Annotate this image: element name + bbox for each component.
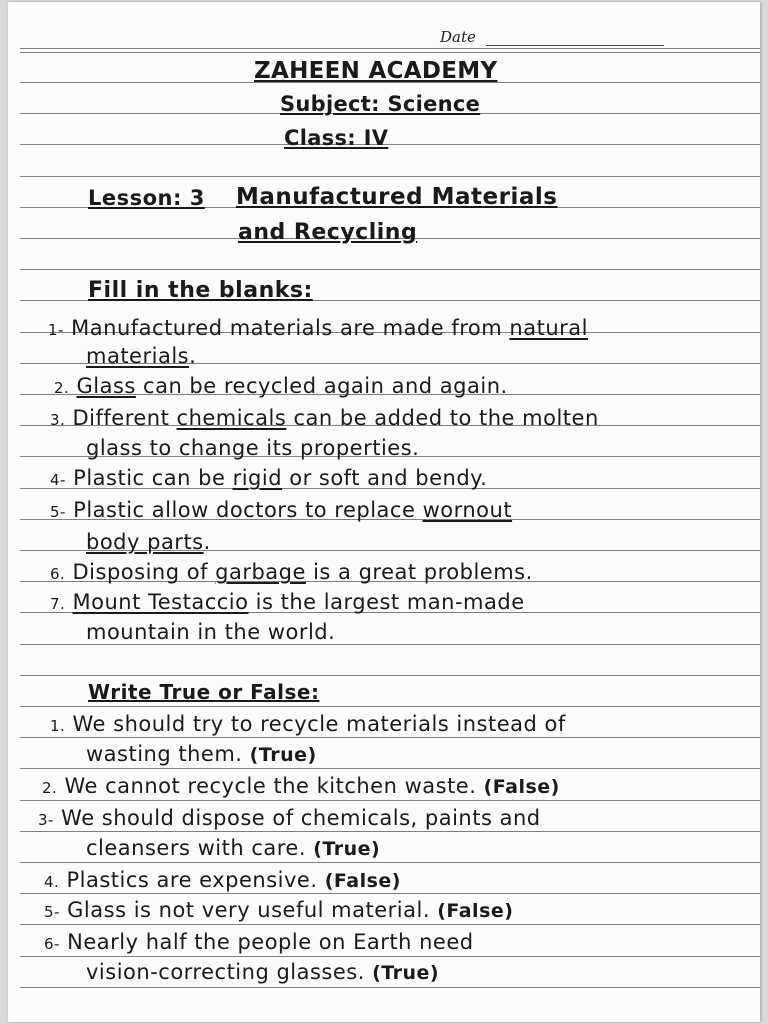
- blank-answer: body parts: [86, 530, 204, 554]
- true-false-heading: Write True or False:: [88, 680, 320, 704]
- notebook-page: [8, 2, 760, 1022]
- fill-item-3-line2: glass to change its properties.: [86, 436, 420, 460]
- fill-item-4: 4- Plastic can be rigid or soft and bendy.: [50, 466, 488, 490]
- school-name: ZAHEEN ACADEMY: [254, 58, 498, 84]
- fill-item-7: 7. Mount Testaccio is the largest man-made: [50, 590, 525, 614]
- tf-item-3: 3- We should dispose of chemicals, paints and: [38, 806, 541, 830]
- lesson-title-line2: and Recycling: [238, 220, 418, 245]
- fill-item-6: 6. Disposing of garbage is a great problems.: [50, 560, 533, 584]
- ruled-line: [20, 675, 760, 676]
- tf-item-3-line2: cleansers with care. (True): [86, 836, 381, 860]
- blank-answer: garbage: [215, 560, 306, 584]
- tf-answer: (True): [372, 962, 440, 984]
- fill-item-3: 3. Different chemicals can be added to the molten: [50, 406, 599, 430]
- tf-item-2: 2. We cannot recycle the kitchen waste. (False): [42, 774, 560, 798]
- tf-answer: (True): [249, 744, 317, 766]
- ruled-line: [20, 52, 760, 53]
- ruled-line: [20, 144, 760, 145]
- tf-item-5: 5- Glass is not very useful material. (False): [44, 898, 514, 922]
- blank-answer: chemicals: [176, 406, 287, 430]
- fill-blanks-heading: Fill in the blanks:: [88, 278, 313, 303]
- tf-item-1: 1. We should try to recycle materials instead of: [50, 712, 566, 736]
- ruled-line: [20, 48, 760, 49]
- blank-answer: rigid: [232, 466, 283, 490]
- blank-answer: natural: [509, 316, 588, 340]
- ruled-line: [20, 924, 760, 925]
- lesson-prefix: Lesson: 3: [88, 186, 205, 210]
- ruled-line: [20, 862, 760, 863]
- fill-item-5: 5- Plastic allow doctors to replace wornout: [50, 498, 513, 522]
- blank-answer: Glass: [76, 374, 136, 398]
- ruled-line: [20, 644, 760, 645]
- blank-answer: materials: [86, 344, 190, 368]
- ruled-line: [20, 706, 760, 707]
- fill-item-1-line2: materials.: [86, 344, 197, 368]
- date-line: [486, 45, 664, 46]
- date-label: Date: [440, 28, 476, 46]
- ruled-line: [20, 768, 760, 769]
- ruled-line: [20, 269, 760, 270]
- ruled-line: [20, 831, 760, 832]
- fill-item-7-line2: mountain in the world.: [86, 620, 336, 644]
- tf-item-6-line2: vision-correcting glasses. (True): [86, 960, 440, 984]
- tf-answer: (False): [437, 900, 514, 922]
- ruled-line: [20, 893, 760, 894]
- tf-answer: (False): [483, 776, 560, 798]
- tf-item-4: 4. Plastics are expensive. (False): [44, 868, 401, 892]
- fill-item-1: 1- Manufactured materials are made from natural: [48, 316, 588, 340]
- lesson-title-line1: Manufactured Materials: [236, 184, 558, 210]
- fill-item-5-line2: body parts.: [86, 530, 211, 554]
- tf-answer: (True): [313, 838, 381, 860]
- tf-item-6: 6- Nearly half the people on Earth need: [44, 930, 474, 954]
- blank-answer: wornout: [422, 498, 513, 522]
- ruled-line: [20, 737, 760, 738]
- fill-item-2: 2. Glass can be recycled again and again.: [54, 374, 508, 398]
- ruled-line: [20, 956, 760, 957]
- ruled-line: [20, 800, 760, 801]
- blank-answer: Mount Testaccio: [72, 590, 249, 614]
- tf-answer: (False): [324, 870, 401, 892]
- tf-item-1-line2: wasting them. (True): [86, 742, 317, 766]
- ruled-line: [20, 987, 760, 988]
- ruled-line: [20, 176, 760, 177]
- subject-label: Subject: Science: [280, 92, 481, 116]
- class-label: Class: IV: [284, 126, 389, 150]
